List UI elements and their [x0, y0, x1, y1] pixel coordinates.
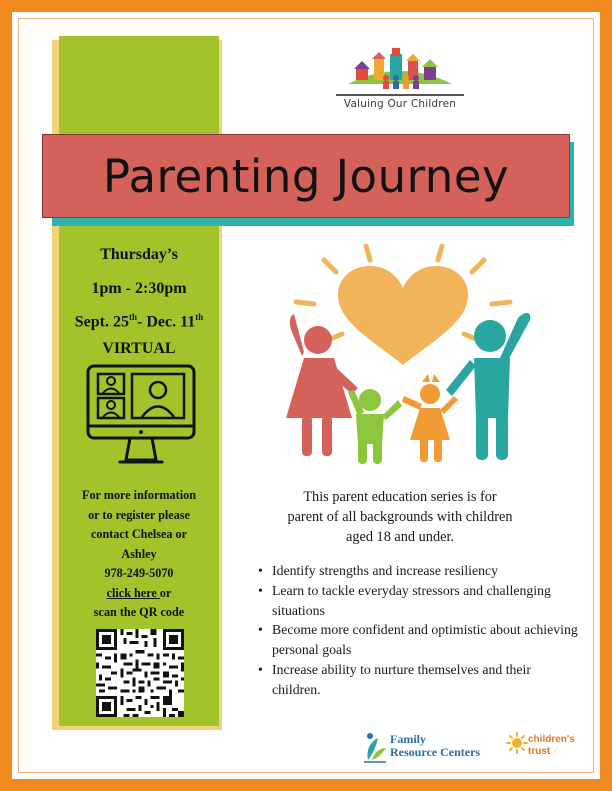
schedule-mode: VIRTUAL [102, 340, 176, 357]
boy-figure [348, 389, 402, 464]
sun-icon [506, 732, 528, 754]
frc-name-line1: Family [390, 732, 426, 746]
qr-code[interactable] [96, 629, 184, 717]
contact-line: contact Chelsea or [90, 527, 188, 541]
list-item: • Increase ability to nurture themselves and their children. [258, 660, 578, 700]
dates-end-suffix: th [195, 312, 204, 322]
dates-start-suffix: th [129, 312, 138, 322]
logo-text: Valuing Our Children [343, 98, 457, 110]
link-after-text: or [159, 585, 172, 600]
frc-name-line2: Resource Centers [390, 745, 481, 759]
register-link[interactable]: click here [106, 585, 160, 600]
leaf-family-icon [362, 730, 388, 764]
schedule-dates [59, 312, 219, 331]
program-description [250, 487, 550, 547]
ct-name-line1: children's [528, 734, 575, 745]
video-call-monitor-icon [86, 362, 196, 472]
description-line: aged 18 and under. [346, 529, 454, 545]
contact-info [62, 486, 216, 623]
benefits-list [258, 561, 578, 700]
heart-icon [338, 266, 468, 365]
contact-line: or to register please [88, 507, 190, 522]
title-banner [42, 134, 570, 218]
logo-divider [336, 94, 464, 96]
register-link-line [62, 584, 216, 604]
dates-end: - Dec. 11 [137, 313, 196, 331]
schedule-time: 1pm - 2:30pm [91, 280, 187, 297]
list-item: • Learn to tackle everyday stressors and challenging situations [258, 581, 578, 621]
schedule-day: Thursday’s [100, 246, 178, 263]
list-item: • Identify strengths and increase resiliency [258, 561, 578, 581]
list-item: • Become more confident and optimistic about achieving personal goals [258, 620, 578, 660]
village-icon [330, 44, 470, 96]
family-illustration [262, 240, 544, 470]
page-title: Parenting Journey [102, 149, 510, 203]
contact-phone: 978-249-5070 [104, 566, 174, 580]
contact-line: Ashley [121, 546, 157, 561]
description-line: parent of all backgrounds with children [287, 509, 513, 525]
qr-instruction: scan the QR code [93, 605, 185, 619]
valuing-our-children-logo [330, 44, 470, 118]
father-figure [446, 313, 530, 460]
contact-line: For more information [82, 488, 196, 502]
description-line: This parent education series is for [303, 489, 497, 505]
dates-start: Sept. 25 [74, 313, 129, 331]
family-resource-centers-logo [362, 730, 492, 766]
ct-name-line2: trust [528, 746, 551, 757]
mother-figure [286, 314, 358, 456]
childrens-trust-logo [506, 728, 586, 764]
